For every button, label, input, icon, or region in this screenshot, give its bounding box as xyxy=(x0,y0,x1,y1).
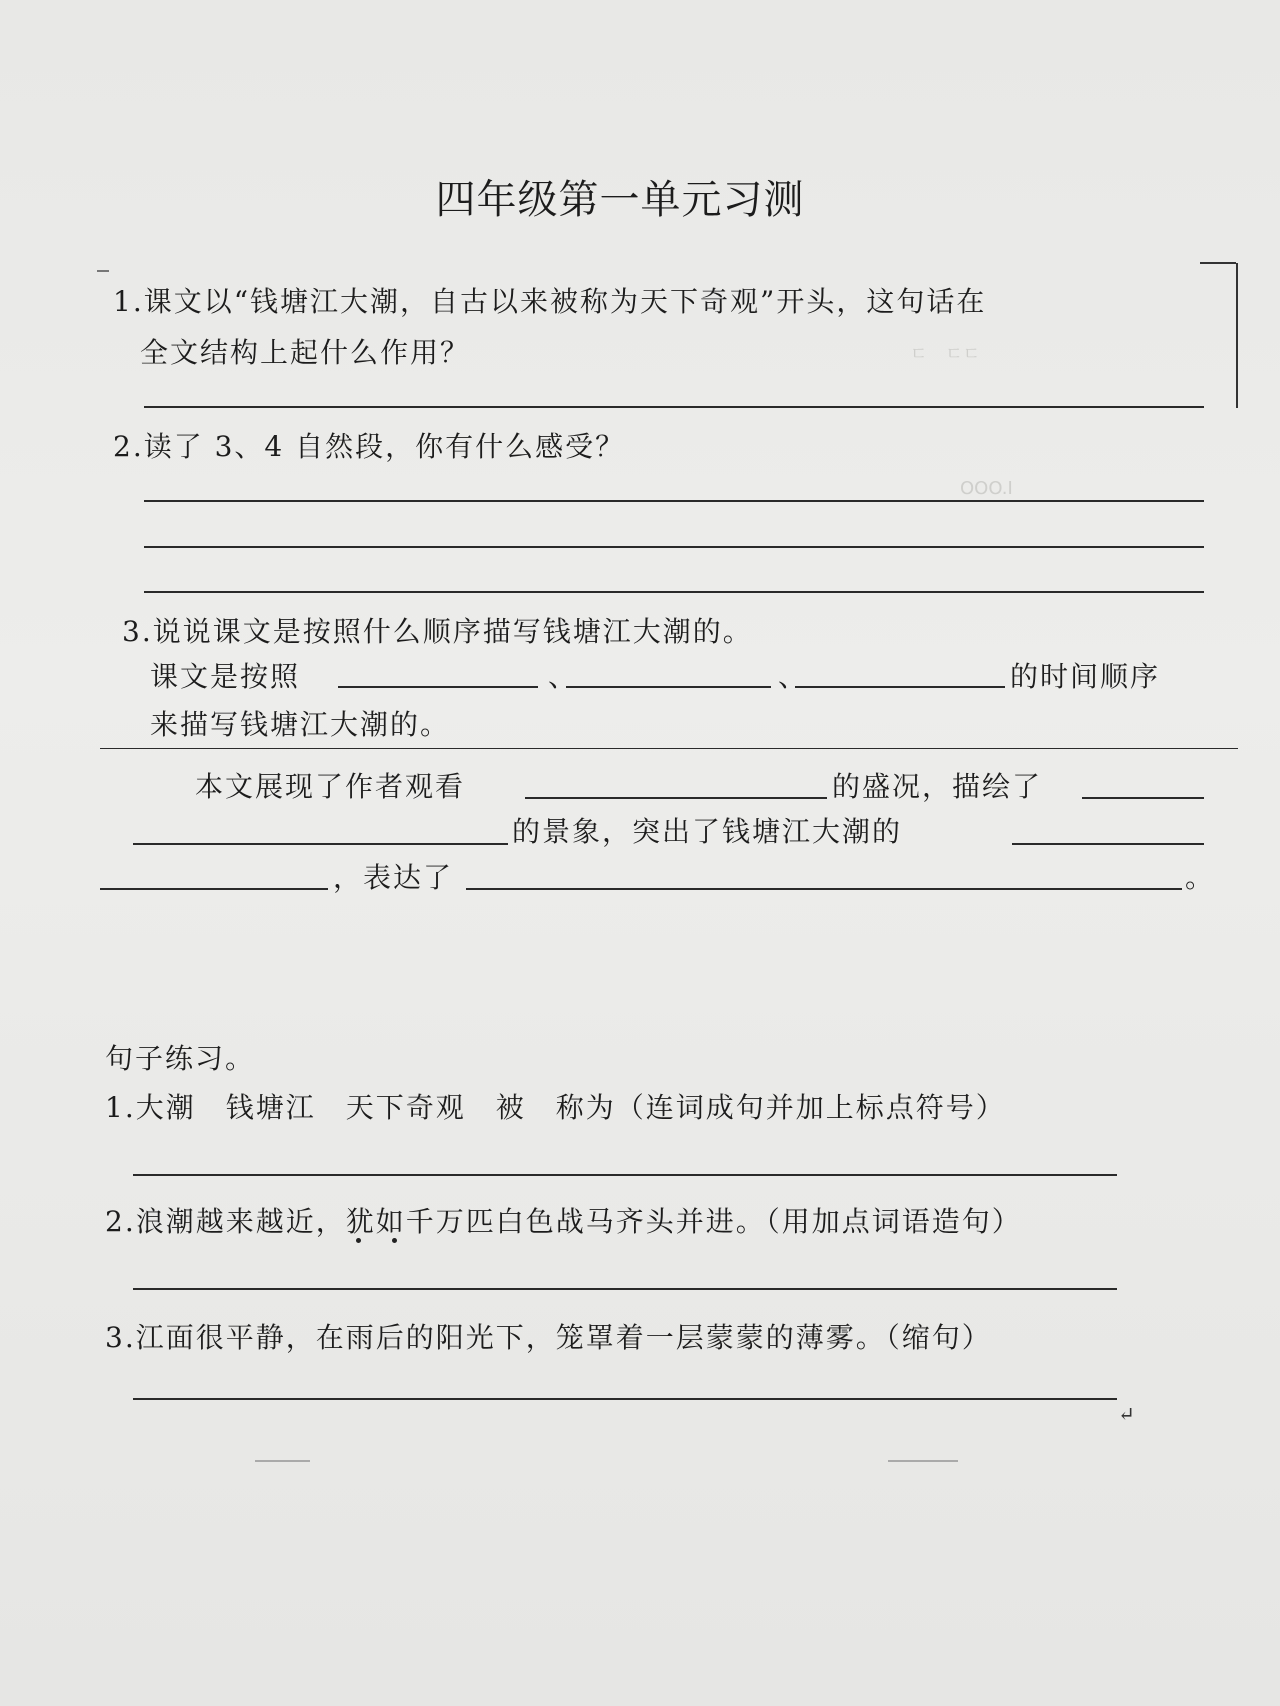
answer-line-sentence-3[interactable] xyxy=(133,1398,1117,1400)
blank-q3-3[interactable] xyxy=(795,686,1005,688)
answer-line-q2-2[interactable] xyxy=(144,546,1204,548)
separator: 、 xyxy=(778,660,809,693)
blank-q3-2[interactable] xyxy=(566,686,771,688)
question-1-line-1: 1.课文以“钱塘江大潮，自古以来被称为天下奇观”开头，这句话在 xyxy=(113,285,987,318)
summary-text-b: 的盛况，描绘了 xyxy=(832,770,1043,803)
box-border-right xyxy=(1236,263,1238,408)
worksheet-title: 四年级第一单元习测 xyxy=(435,177,805,223)
section-divider xyxy=(100,748,1238,749)
answer-line-q1[interactable] xyxy=(144,406,1204,408)
sentence-3: 3.江面很平静，在雨后的阳光下，笼罩着一层蒙蒙的薄雾。（缩句） xyxy=(105,1321,992,1354)
question-3-line-3: 来描写钱塘江大潮的。 xyxy=(150,708,451,741)
question-2: 2.读了 3、4 自然段，你有什么感受？ xyxy=(113,430,626,463)
answer-line-q2-3[interactable] xyxy=(144,591,1204,593)
sentence-2: 2.浪潮越来越近，犹如千万匹白色战马齐头并进。（用加点词语造句） xyxy=(105,1205,1022,1238)
answer-line-q2-1[interactable] xyxy=(144,500,1204,502)
separator: 、 xyxy=(548,660,579,693)
summary-end: 。 xyxy=(1185,861,1216,894)
answer-line-sentence-2[interactable] xyxy=(133,1288,1117,1290)
box-border-top xyxy=(1200,262,1236,264)
question-3-fill-prefix: 课文是按照 xyxy=(150,660,301,693)
sentence-practice-heading: 句子练习。 xyxy=(105,1042,256,1075)
bleed-through-text: ㄷ ㄷㄷ xyxy=(910,344,981,365)
summary-text-a: 本文展现了作者观看 xyxy=(195,770,466,803)
blank-summary-6[interactable] xyxy=(466,888,1182,890)
summary-text-c: 的景象，突出了钱塘江大潮的 xyxy=(512,815,903,848)
blank-summary-4[interactable] xyxy=(1012,843,1204,845)
page-mark xyxy=(97,270,109,272)
blank-summary-5[interactable] xyxy=(100,888,328,890)
answer-line-sentence-1[interactable] xyxy=(133,1174,1117,1176)
page-mark xyxy=(888,1460,958,1462)
bleed-through-text: OOO.I xyxy=(960,478,1013,499)
blank-summary-1[interactable] xyxy=(525,797,827,799)
question-3: 3.说说课文是按照什么顺序描写钱塘江大潮的。 xyxy=(122,615,753,648)
summary-text-d: ，表达了 xyxy=(333,861,454,894)
emphasis-dot xyxy=(392,1238,397,1243)
blank-summary-2[interactable] xyxy=(1082,797,1204,799)
blank-q3-1[interactable] xyxy=(338,686,538,688)
return-arrow-icon: ↵ xyxy=(1118,1402,1135,1426)
emphasis-dot xyxy=(356,1238,361,1243)
sentence-1: 1.大潮 钱塘江 天下奇观 被 称为（连词成句并加上标点符号） xyxy=(105,1091,1006,1124)
question-3-fill-suffix: 的时间顺序 xyxy=(1010,660,1161,693)
blank-summary-3[interactable] xyxy=(133,843,508,845)
question-1-line-2: 全文结构上起什么作用？ xyxy=(140,336,471,369)
page-mark xyxy=(255,1460,310,1462)
